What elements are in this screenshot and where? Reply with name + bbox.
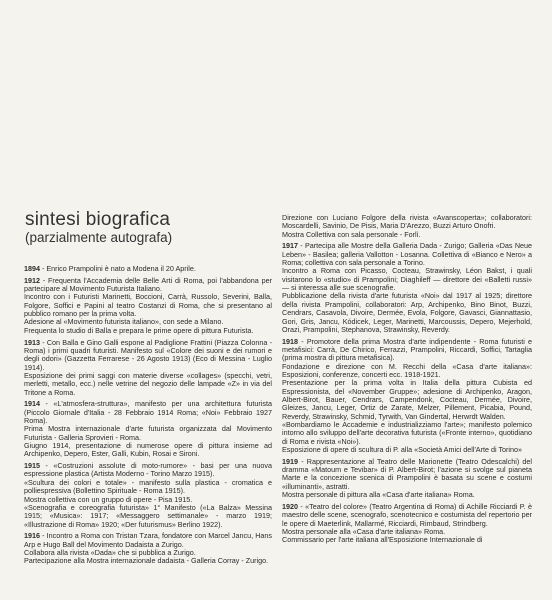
page-subtitle: (parzialmente autografa): [25, 230, 173, 245]
bio-entry: [24, 532, 272, 565]
bio-entry-line: Commissario per l'arte italiana all'Esposizione Internazionale di: [282, 535, 483, 545]
bio-entry-year: 1919: [282, 456, 298, 466]
bio-entry-year: 1918: [282, 336, 298, 346]
bio-entry-line: Mostra personale alla «Casa d'arte italiana» Roma.: [282, 526, 446, 536]
biography-column-right: [282, 214, 532, 548]
bio-entry-line: «Scultura dei colori e totale» - manifesto sulla plastica - cromatica e polliespressiva (Bollettino Spirituale - Roma 1915).: [24, 477, 272, 496]
bio-entry-line: Incontro a Roma con Picasso, Cocteau, Strawinsky, Léon Bakst, i quali visitarono lo «studio» di Prampolini; Diaghileff — direttore dei «Balletti russi» — si interessa alle sue scenografie.: [282, 266, 532, 293]
bio-entry: [24, 277, 272, 335]
bio-entry-line: «Bombardiamo le Accademie e industrializziamo l'arte»; manifesto polemico intorno allo sviluppo dell'arte decorativa futurista («Fronte interno», quotidiano di Roma e rivista «Noi»).: [282, 420, 532, 446]
bio-entry-line: [24, 277, 272, 294]
bio-entry-line: [24, 532, 272, 549]
bio-entry-text: - Frequenta l'Accademia delle Belle Arti di Roma, poi l'abbandona per partecipare al Movimento Futurista Italiano.: [24, 275, 272, 294]
bio-entry-line: Prima Mostra internazionale d'arte futurista organizzata dal Movimento Futurista - Galleria Sprovieri - Roma.: [24, 424, 272, 442]
bio-entry-line: Adesione al «Movimento futurista italiano», con sede a Milano.: [24, 317, 224, 327]
bio-entry-line: [282, 503, 532, 528]
bio-entry-line: Mostra Collettiva con sala personale - Forlì.: [282, 229, 421, 239]
bio-entry-line: Incontro con i Futuristi Marinetti, Boccioni, Carrà, Russolo, Severini, Balla, Folgore, Soffici e Papini al teatro Costanzi di Roma, che si presentano al pubblico romano per la prima volta.: [24, 292, 272, 319]
bio-entry-text: - Partecipa alle Mostre della Galleria Dada - Zurigo; Galleria «Das Neue Leben» - Basilea; galleria Vallotton - Losanna. Collettiva di «Bianco e Nero» a Roma; collettiva con sala personale a Torino.: [282, 241, 532, 268]
bio-entry-line: Collabora alla rivista «Dada» che si pubblica a Zurigo.: [24, 547, 196, 557]
bio-entry-line: [24, 400, 272, 425]
bio-entry-line: Frequenta lo studio di Balla e prepara le prime opere di pittura Futurista.: [24, 325, 254, 335]
bio-entry: [282, 338, 532, 455]
biography-column-left: [24, 265, 272, 569]
bio-entry-year: 1913: [24, 337, 40, 347]
bio-entry-line: Partecipazione alla Mostra internazionale dadaista - Galleria Corray - Zurigo.: [24, 556, 269, 566]
bio-entry-line: [282, 458, 532, 491]
bio-entry: [24, 462, 272, 529]
bio-entry-line: [282, 338, 532, 363]
bio-entry: [24, 339, 272, 397]
bio-entry: [24, 265, 272, 273]
bio-entry-text: - Promotore della prima Mostra d'arte indipendente - Roma futuristi e metafisici: Carrà, De Chirico, Ferrazzi, Prampolini, Riccardi, Soffici, Tartaglia (prima mostra di pittura metafisica).: [282, 336, 532, 363]
bio-entry: [24, 400, 272, 458]
bio-entry-text: - Incontro a Roma con Tristan Tzara, fondatore con Marcel Jancu, Hans Arp e Hugo Ball del Movimento Dadaista a Zurigo.: [24, 531, 272, 549]
bio-entry-line: [24, 265, 272, 273]
bio-entry-line: Presentazione per la prima volta in Italia della pittura Cubista ed Espressionista, del «November Gruppe»; adesione di Archipenko, Aragon, Albert-Birot, Bauer, Cendrars, Campendonk, Cocteau, Dermée, Divoire, Gleizes, Jancu, Leger, Ortiz de Zarate, Melzer, Pillement, Picabia, Pound, Reverdy, Strawinsky, Schmid, Tyrwith, Van Gindertal, Herwrdt Walden.: [282, 378, 532, 421]
bio-entry-line: Mostra personale di pittura alla «Casa d'arte italiana» Roma.: [282, 490, 475, 500]
page-title: sintesi biografica: [25, 209, 171, 230]
bio-entry-text: - «Teatro del colore» (Teatro Argentina di Roma) di Achille Ricciardi P. è maestro delle scene, scenografo, scenotecnico e costumista del repertorio per le opere di Maeterlink, Mallarmé, Ricciardi, Rimbaud, Strindberg.: [282, 501, 532, 528]
bio-entry-line: [24, 339, 272, 372]
bio-entry-year: 1917: [282, 241, 298, 251]
bio-entry-year: 1915: [24, 461, 40, 471]
bio-entry-text: - «L'atmosfera-struttura», manifesto per una architettura futurista (Piccolo Giornale d'Italia - 28 Febbraio 1914 Roma; «Noi» Febbraio 1927 Roma).: [24, 399, 273, 426]
bio-entry-year: 1920: [282, 501, 298, 511]
bio-entry-text: - Enrico Prampolini è nato a Modena il 20 Aprile.: [42, 264, 196, 273]
bio-entry-line: «Scenografia e coreografia futurista» 1° Manifesto («La Balza» Messina 1915; «Musica»: 1917; «Messaggero settimanale» - marzo 1919; «Illustrazione di Roma» 1920; «Der futurismus» Berlino 1922).: [24, 502, 272, 529]
bio-entry-year: 1916: [24, 531, 40, 541]
bio-entry: [282, 242, 532, 334]
heading-block: [25, 210, 265, 245]
bio-entry-line: Fondazione e direzione con M. Recchi della «Casa d'arte italiana»: Esposizioni, conferenze, concerti ecc. 1918-1921.: [282, 361, 532, 379]
bio-entry-line: Esposizione dei primi saggi con materie diverse «collages» (specchi, vetri, merletti, metallo, ecc.) nelle vetrine del negozio delle lampade «Z» in via del Tritone a Roma.: [24, 370, 272, 397]
bio-entry-year: 1914: [24, 399, 40, 409]
bio-entry: [282, 214, 532, 239]
bio-entry-line: [24, 462, 272, 479]
bio-entry-line: Giugno 1914, presentazione di numerose opere di pittura insieme ad Archipenko, Depero, Ester, Galli, Kubin, Rosai e Sironi.: [24, 441, 272, 459]
bio-entry-line: Esposizione di opere di scultura di P. alla «Società Amici dell'Arte di Torino»: [282, 445, 523, 455]
bio-entry-year: 1912: [24, 275, 40, 285]
bio-entry: [282, 503, 532, 545]
bio-entry-text: - «Costruzioni assolute di moto-rumore» - basi per una nuova espressione plastica (Artista Moderno - Torino Marzo 1915).: [24, 461, 273, 479]
bio-entry: [282, 458, 532, 500]
bio-entry-text: - Con Balla e Gino Galli espone al Padiglione Frattini (Piazza Colonna - Roma) i primi quadri futuristi. Manifesto sul «Colore dei suoni e dei rumori e degli odori» (Gazzetta Ferrarese - 26 Agosto 1913) (Eco di Messina - Luglio 1914).: [24, 337, 272, 372]
bio-entry-year: 1894: [24, 264, 40, 273]
bio-entry-line: Direzione con Luciano Folgore della rivista «Avanscoperta»; collaboratori: Moscardelli, Savinio, De Pisis, Maria D'Arezzo, Buzzi Arturo Onofri.: [282, 213, 532, 231]
bio-entry-text: - Rappresentazione al Teatro delle Marionette (Teatro Odescalchi) del dramma «Matoum e Tevibar» di P. Albert-Birot; l'azione si svolge sul pianeta Marte e la concezione scenica di Prampolini è basata su scene e costumi «illuminanti», astratti.: [282, 456, 532, 491]
bio-entry-line: [282, 242, 532, 267]
bio-entry-line: Mostra collettiva con un gruppo di opere - Pisa 1915.: [24, 494, 193, 504]
bio-entry-line: Pubblicazione della rivista d'arte futurista «Noi» dal 1917 al 1925; direttore della rivista Prampolini, collaboratori: Arp, Archipenko, Bino Binot, Buzzi, Cendrars, Casavola, Divoire, Dermée, Evola, Folgore, Gavasci, Giannattasio, Gori, Gris, Jancu, Kódicek, Leger, Marinetti, Marcoussis, Depero, Mejerhold, Orazi, Prampolini, Stephanova, Strawinsky, Reverdy.: [282, 291, 532, 334]
